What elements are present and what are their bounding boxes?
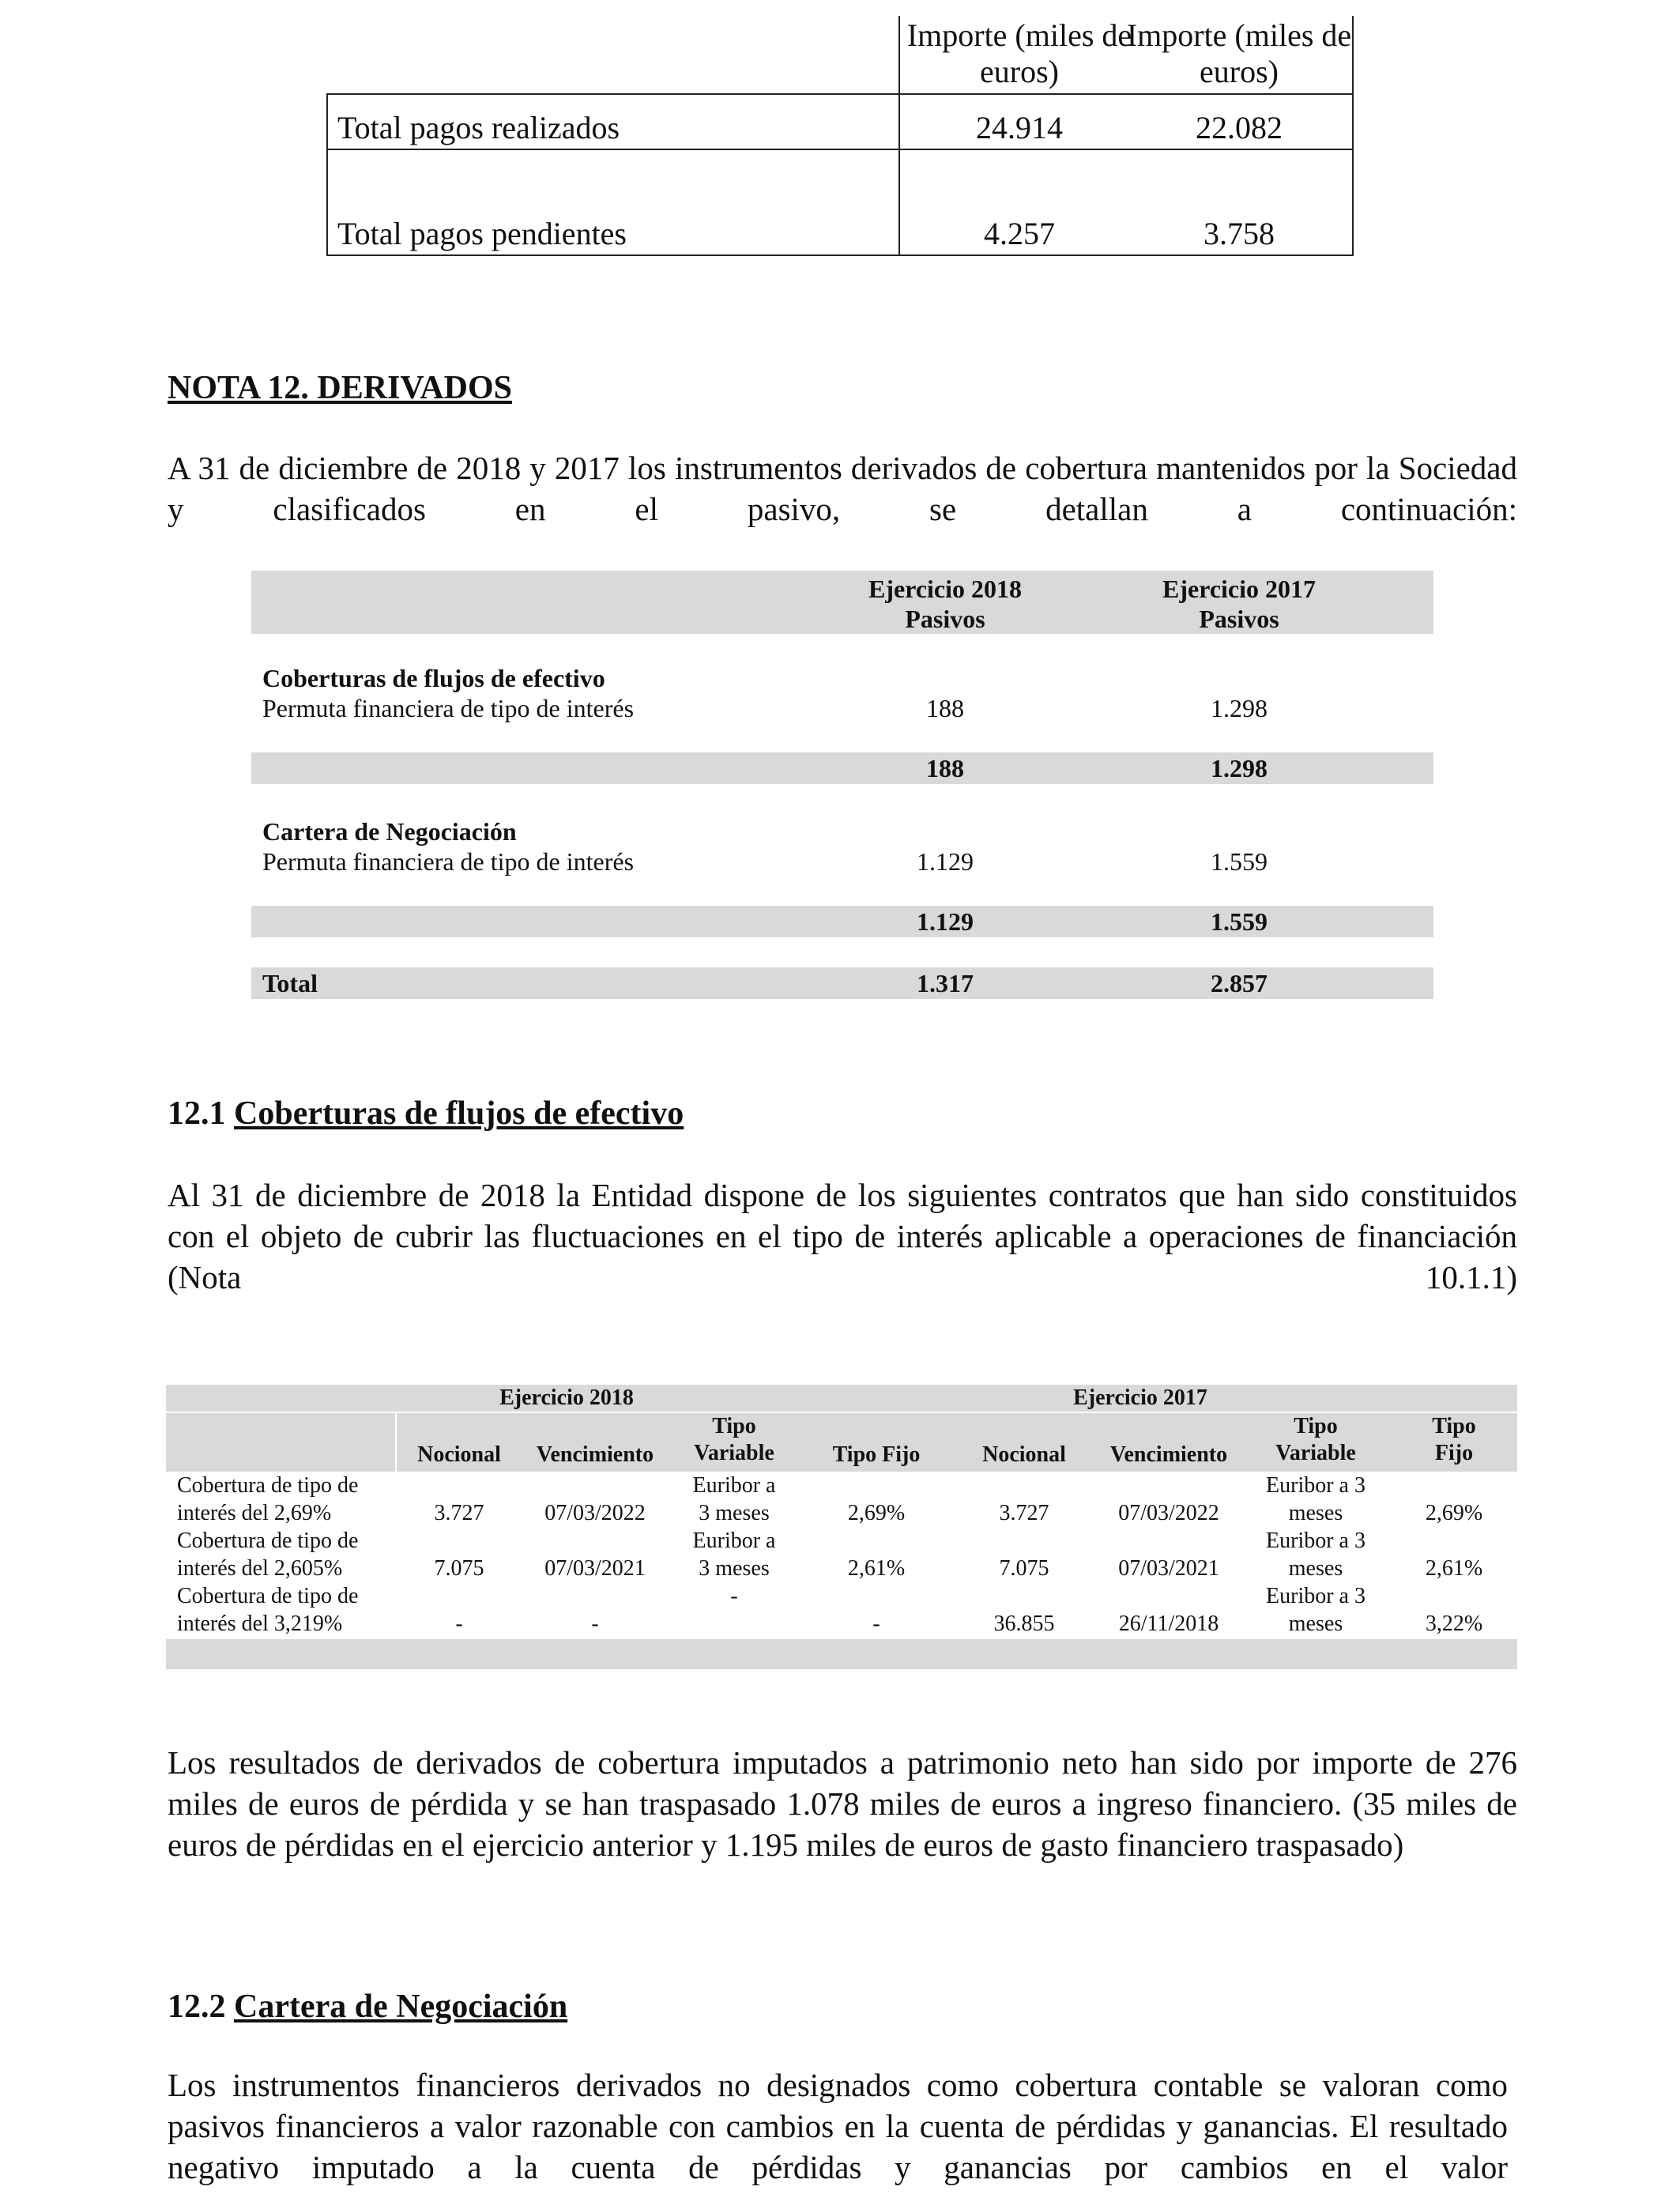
row1-vencimiento-2018: 07/03/2022 bbox=[544, 1501, 646, 1525]
value-coberturas-2018: 188 bbox=[926, 694, 964, 722]
value-pagos-pendientes-2: 3.758 bbox=[1203, 216, 1275, 251]
row-label-3-219: Cobertura de tipo de interés del 3,219% bbox=[177, 1584, 359, 1636]
section-title-12-2: Cartera de Negociación bbox=[234, 1989, 568, 2025]
col-tipo-fijo-2018: Tipo Fijo bbox=[832, 1442, 921, 1467]
col-tipo-variable-2017: Tipo Variable bbox=[1275, 1414, 1356, 1465]
section-heading-nota-12 bbox=[168, 368, 512, 408]
hedges-footer-band bbox=[166, 1639, 1517, 1669]
row-label-pagos-pendientes: Total pagos pendientes bbox=[337, 216, 627, 251]
header-ejercicio-2018: Ejercicio 2018 Pasivos bbox=[868, 575, 1022, 633]
subtotal-cartera-2018: 1.129 bbox=[917, 907, 974, 936]
total-2018: 1.317 bbox=[917, 969, 974, 997]
col-nocional-2017: Nocional bbox=[982, 1442, 1066, 1467]
row1-tipo-variable-2017: Euribor a 3 meses bbox=[1266, 1473, 1365, 1525]
section-title-coberturas: Coberturas de flujos de efectivo bbox=[262, 664, 605, 692]
row2-vencimiento-2017: 07/03/2021 bbox=[1118, 1556, 1219, 1581]
row2-tipo-fijo-2018: 2,61% bbox=[847, 1556, 906, 1581]
payments-table bbox=[326, 16, 1354, 256]
section-title-12-1: Coberturas de flujos de efectivo bbox=[234, 1095, 684, 1132]
row2-tipo-variable-2018: Euribor a 3 meses bbox=[692, 1529, 776, 1581]
subtotal-coberturas-2018: 188 bbox=[926, 754, 964, 782]
col-tipo-variable-2018: Tipo Variable bbox=[694, 1414, 774, 1465]
subtotal-coberturas-2017: 1.298 bbox=[1211, 754, 1268, 782]
value-pagos-realizados-2: 22.082 bbox=[1196, 110, 1283, 145]
row2-nocional-2018: 7.075 bbox=[434, 1556, 484, 1581]
row3-tipo-variable-2017: Euribor a 3 meses bbox=[1266, 1584, 1365, 1636]
subtotal-cartera-2017: 1.559 bbox=[1211, 907, 1268, 936]
col-vencimiento-2017: Vencimiento bbox=[1109, 1442, 1228, 1467]
row3-tipo-fijo-2017: 3,22% bbox=[1425, 1612, 1483, 1636]
section-12-2-paragraph: Los instrumentos financieros derivados no designados como cobertura contable se valoran como pasivos financieros a valor razonable con cambios en la cuenta de pérdidas y ganancias. El resultado negativo imputado a la cuenta de pérdidas y ganancias por cambios en el valor bbox=[168, 2067, 1508, 2185]
row1-tipo-fijo-2018: 2,69% bbox=[847, 1501, 906, 1525]
row3-vencimiento-2017: 26/11/2018 bbox=[1118, 1612, 1219, 1636]
header-ejercicio-2017: Ejercicio 2017 Pasivos bbox=[1162, 575, 1316, 633]
row1-nocional-2017: 3.727 bbox=[999, 1501, 1049, 1525]
nota-12-intro: A 31 de diciembre de 2018 y 2017 los instrumentos derivados de cobertura mantenidos por la Sociedad y clasificados en el pasivo, se detallan a continuación: bbox=[168, 450, 1517, 527]
row-label-2-605: Cobertura de tipo de interés del 2,605% bbox=[177, 1529, 359, 1581]
hedges-table bbox=[166, 1385, 1517, 1669]
row3-tipo-variable-2018: - bbox=[730, 1584, 738, 1608]
row3-tipo-fijo-2018: - bbox=[872, 1612, 880, 1636]
row1-tipo-variable-2018: Euribor a 3 meses bbox=[692, 1473, 776, 1525]
col-vencimiento-2018: Vencimiento bbox=[536, 1442, 654, 1467]
row2-nocional-2017: 7.075 bbox=[999, 1556, 1049, 1581]
item-permuta-2: Permuta financiera de tipo de interés bbox=[262, 847, 635, 876]
row1-nocional-2018: 3.727 bbox=[434, 1501, 484, 1525]
col-tipo-fijo-2017: Tipo Fijo bbox=[1432, 1414, 1476, 1465]
col-nocional-2018: Nocional bbox=[417, 1442, 501, 1467]
value-cartera-2017: 1.559 bbox=[1211, 847, 1268, 876]
row3-nocional-2018: - bbox=[455, 1612, 463, 1636]
item-permuta-1: Permuta financiera de tipo de interés bbox=[262, 694, 635, 722]
total-2017: 2.857 bbox=[1211, 969, 1268, 997]
section-number-12-2: 12.2 bbox=[168, 1989, 226, 2025]
results-paragraph: Los resultados de derivados de cobertura imputados a patrimonio neto han sido por importe de 276 miles de euros de pérdida y se han traspasado 1.078 miles de euros a ingreso financiero. (35 miles de euros de pérdidas en el ejercicio anterior y 1.195 miles de euros de gasto financiero traspasado) bbox=[168, 1744, 1517, 1863]
row3-vencimiento-2018: - bbox=[591, 1612, 599, 1636]
row1-tipo-fijo-2017: 2,69% bbox=[1425, 1501, 1483, 1525]
header-importe-1: Importe (miles de euros) bbox=[906, 17, 1132, 89]
section-title-cartera: Cartera de Negociación bbox=[262, 817, 517, 846]
group-header-2018: Ejercicio 2018 bbox=[499, 1385, 634, 1410]
total-label: Total bbox=[262, 969, 318, 997]
value-cartera-2018: 1.129 bbox=[917, 847, 974, 876]
nota-12-title: NOTA 12. DERIVADOS bbox=[168, 370, 513, 406]
section-heading-12-2 bbox=[168, 1987, 567, 2026]
row-label-pagos-realizados: Total pagos realizados bbox=[337, 110, 620, 145]
derivatives-table bbox=[251, 571, 1433, 1004]
row2-vencimiento-2018: 07/03/2021 bbox=[544, 1556, 646, 1581]
value-coberturas-2017: 1.298 bbox=[1211, 694, 1268, 722]
value-pagos-realizados-1: 24.914 bbox=[976, 110, 1063, 145]
row-label-2-69: Cobertura de tipo de interés del 2,69% bbox=[177, 1473, 359, 1525]
group-header-2017: Ejercicio 2017 bbox=[1073, 1385, 1207, 1410]
row3-nocional-2017: 36.855 bbox=[993, 1612, 1055, 1636]
row2-tipo-variable-2017: Euribor a 3 meses bbox=[1266, 1529, 1365, 1581]
row1-vencimiento-2017: 07/03/2022 bbox=[1118, 1501, 1219, 1525]
section-heading-12-1 bbox=[168, 1094, 684, 1133]
header-importe-2: Importe (miles de euros) bbox=[1126, 17, 1352, 89]
section-12-1-paragraph: Al 31 de diciembre de 2018 la Entidad dispone de los siguientes contratos que han sido constituidos con el objeto de cubrir las fluctuaciones en el tipo de interés aplicable a operaciones de financiación (Nota 10.1.1) bbox=[168, 1177, 1517, 1295]
value-pagos-pendientes-1: 4.257 bbox=[984, 216, 1055, 251]
section-number-12-1: 12.1 bbox=[168, 1095, 226, 1132]
row2-tipo-fijo-2017: 2,61% bbox=[1425, 1556, 1483, 1581]
